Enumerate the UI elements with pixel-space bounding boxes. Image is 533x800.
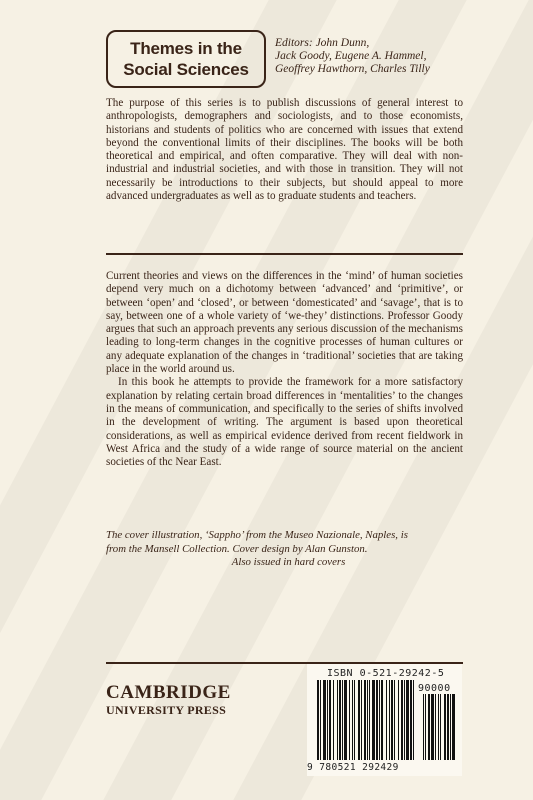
series-editors [275,37,475,76]
publisher-logo [106,683,231,717]
editors-line: Geoffrey Hawthorn, Charles Tilly [275,63,430,75]
divider-rule [106,253,463,255]
isbn-number: ISBN 0-521-29242-5 [327,668,445,679]
publisher-subname: UNIVERSITY PRESS [106,703,227,717]
credit-line: The cover illustration, ‘Sappho’ from the Museo Nazionale, Naples, is [106,529,408,541]
book-blurb [106,270,463,469]
ean-number: 9 780521 292429 [307,762,399,773]
editors-line: Jack Goody, Eugene A. Hammel, [275,50,427,62]
series-title-line1: Themes in the [130,39,242,58]
blurb-paragraph-1: Current theories and views on the differences in the ‘mind’ of human societies depend very much on a dichotomy between ‘advanced’ and ‘primitive’, or between ‘open’ and ‘closed’, or between ‘domesticated’ and ‘savage’, that is to say, between one of a whole variety of ‘we-they’ distinctions. Professor Goody argues that such an approach prevents any serious discussion of the mechanisms leading to long-term changes in the cognitive processes of human cultures or any adequate explanation of the changes in ‘traditional’ societies that are taking place in the world around us. [106,270,463,376]
credit-line: from the Mansell Collection. Cover design by Alan Gunston. [106,542,368,555]
barcode-panel [307,664,462,776]
series-description [106,97,463,203]
cover-credits [106,529,463,570]
series-title-line2: Social Sciences [123,60,249,79]
price-code: 90000 [418,683,451,694]
series-description-text: The purpose of this series is to publish discussions of general interest to anthropologists, demographers and sociologists, and to those economists, historians and students of politics who are concerned with issues that extend beyond the conventional limits of their disciplines. The books will be both theoretical and empirical, and often comparative. They will deal with non-industrial and industrial societies, and with those in transition. They will not necessarily be introductions to their subjects, but should appeal to more advanced undergraduates as well as to graduate students and teachers. [106,97,463,203]
editors-line: Editors: John Dunn, [275,37,370,49]
hardcover-note: Also issued in hard covers [231,556,346,568]
barcode-bars [315,680,460,762]
series-logo-box [106,30,266,88]
blurb-paragraph-2: In this book he attempts to provide the framework for a more satisfactory explanation by relating certain broad differences in ‘mentalities’ to the changes in the means of communication, and specifically to the series of shifts involved in the development of writing. The argument is based upon theoretical considerations, as well as empirical evidence derived from recent fieldwork in West Africa and the study of a wide range of source material on the ancient societies of thc Near East. [106,376,463,469]
publisher-name: CAMBRIDGE [106,682,231,703]
